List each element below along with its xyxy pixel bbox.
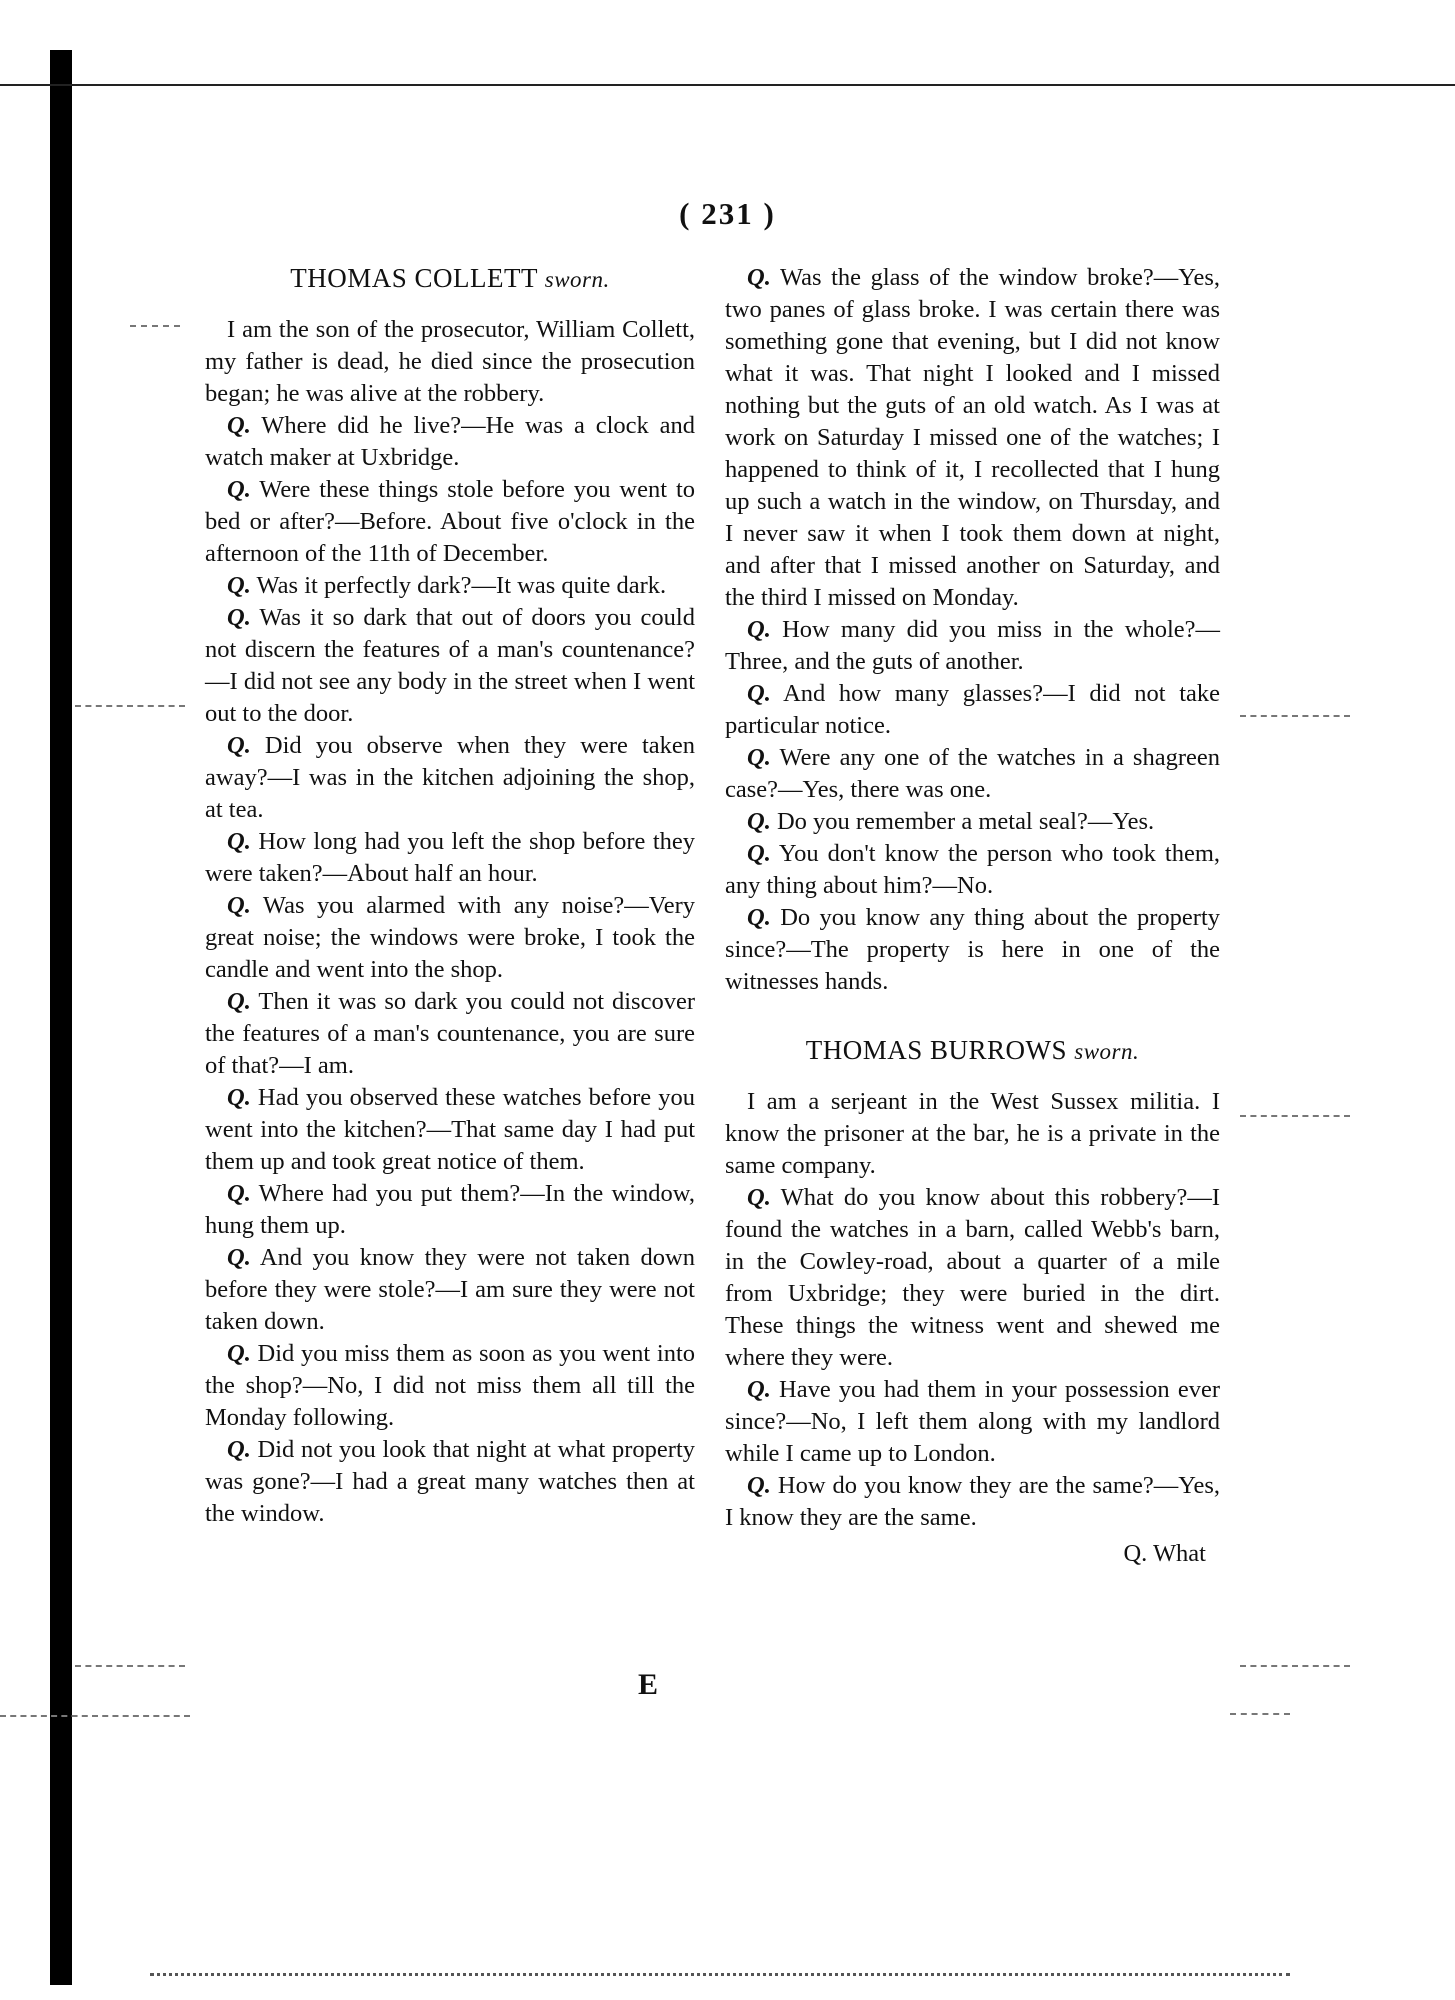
question-mark: Q.: [227, 732, 251, 759]
question-mark: Q.: [227, 1180, 251, 1207]
question-paragraph: Q. Did you observe when they were taken away?—I was in the kitchen adjoining the shop, at tea.: [205, 732, 695, 823]
margin-mark: [75, 705, 185, 707]
question-paragraph: Q. Was it so dark that out of doors you could not discern the features of a man's countenance?—I did not see any body in the street when I went out to the door.: [205, 604, 695, 727]
margin-mark: [1240, 1665, 1350, 1667]
question-paragraph: Q. Have you had them in your possession ever since?—No, I left them along with my landlord while I came up to London.: [725, 1376, 1221, 1467]
witness-heading: [205, 262, 695, 296]
margin-mark: [130, 325, 180, 327]
question-mark: Q.: [747, 808, 771, 835]
question-paragraph: Q. Do you remember a metal seal?—Yes.: [747, 808, 1155, 835]
question-mark: Q.: [227, 604, 251, 631]
witness-heading: [725, 1034, 1220, 1068]
question-mark: Q.: [747, 1472, 771, 1499]
question-paragraph: Q. And you know they were not taken down before they were stole?—I am sure they were not taken down.: [205, 1244, 695, 1335]
question-paragraph: Q. Did not you look that night at what property was gone?—I had a great many watches then at the window.: [205, 1436, 695, 1527]
question-mark: Q.: [227, 988, 251, 1015]
question-mark: Q.: [227, 892, 251, 919]
testimony-paragraph: I am the son of the prosecutor, William Collett, my father is dead, he died since the prosecution began; he was alive at the robbery.: [205, 316, 695, 407]
margin-mark: [1240, 1115, 1350, 1117]
question-paragraph: Q. Do you know any thing about the property since?—The property is here in one of the witnesses hands.: [725, 904, 1220, 995]
question-paragraph: Q. Were any one of the watches in a shagreen case?—Yes, there was one.: [725, 744, 1221, 803]
question-paragraph: Q. Were these things stole before you went to bed or after?—Before. About five o'clock in the afternoon of the 11th of December.: [205, 476, 695, 567]
margin-mark: [0, 1715, 190, 1717]
witness-name: THOMAS BURROWS: [805, 1035, 1068, 1065]
signature-mark: E: [638, 1668, 659, 1701]
question-mark: Q.: [747, 904, 771, 931]
margin-mark: [1240, 715, 1350, 717]
question-mark: Q.: [227, 412, 251, 439]
question-mark: Q.: [747, 744, 771, 771]
question-paragraph: Q. How many did you miss in the whole?—Three, and the guts of another.: [725, 616, 1220, 675]
question-mark: Q.: [227, 572, 251, 599]
question-paragraph: Q. Did you miss them as soon as you went into the shop?—No, I did not miss them all till the Monday following.: [205, 1340, 695, 1431]
question-paragraph: Q. Was the glass of the window broke?—Yes, two panes of glass broke. I was certain there was something gone that evening, but I did not know what it was. That night I looked and I missed nothing but the guts of an old watch. As I was at work on Saturday I missed one of the watches; I happened to think of it, I recollected that I hung up such a watch in the window, on Thursday, and I never saw it when I took them down at night, and after that I missed another on Saturday, and the third I missed on Monday.: [725, 264, 1221, 611]
question-paragraph: Q. Then it was so dark you could not discover the features of a man's countenance, you are sure of that?—I am.: [205, 988, 695, 1079]
binding-edge: [50, 50, 72, 1985]
right-column: [725, 262, 1220, 1570]
margin-mark: [75, 1665, 185, 1667]
left-column: [205, 262, 695, 1530]
question-paragraph: Q. Had you observed these watches before you went into the kitchen?—That same day I had put them up and took great notice of them.: [205, 1084, 696, 1175]
question-mark: Q.: [747, 616, 771, 643]
question-paragraph: Q. You don't know the person who took them, any thing about him?—No.: [725, 840, 1220, 899]
question-paragraph: Q. How long had you left the shop before they were taken?—About half an hour.: [205, 828, 696, 887]
question-mark: Q.: [747, 840, 771, 867]
question-paragraph: Q. What do you know about this robbery?—I found the watches in a barn, called Webb's barn, in the Cowley-road, about a quarter of a mile from Uxbridge; they were buried in the dirt. These things the witness went and shewed me where they were.: [725, 1184, 1220, 1371]
question-mark: Q.: [747, 1184, 771, 1211]
question-mark: Q.: [227, 1340, 251, 1367]
sworn-label: sworn.: [1074, 1039, 1140, 1064]
sworn-label: sworn.: [544, 267, 610, 292]
question-mark: Q.: [227, 1084, 251, 1111]
question-mark: Q.: [747, 264, 771, 291]
question-paragraph: Q. Was you alarmed with any noise?—Very great noise; the windows were broke, I took the candle and went into the shop.: [205, 892, 695, 983]
page-number: ( 231 ): [679, 196, 776, 231]
question-paragraph: Q. Was it perfectly dark?—It was quite dark.: [227, 572, 667, 599]
question-mark: Q.: [227, 1244, 251, 1271]
question-paragraph: Q. Where did he live?—He was a clock and watch maker at Uxbridge.: [205, 412, 695, 471]
scan-speckle: [150, 1973, 1290, 1982]
question-mark: Q.: [747, 680, 771, 707]
question-mark: Q.: [227, 1436, 251, 1463]
question-mark: Q.: [227, 476, 251, 503]
witness-name: THOMAS COLLETT: [290, 263, 538, 293]
question-paragraph: Q. Where had you put them?—In the window, hung them up.: [205, 1180, 695, 1239]
question-paragraph: Q. And how many glasses?—I did not take particular notice.: [725, 680, 1220, 739]
top-rule: [0, 84, 1455, 86]
question-mark: Q.: [227, 828, 251, 855]
question-paragraph: Q. How do you know they are the same?—Yes, I know they are the same.: [725, 1472, 1220, 1531]
catchword: Q. What: [1123, 1540, 1206, 1567]
testimony-paragraph: I am a serjeant in the West Sussex militia. I know the prisoner at the bar, he is a private in the same company.: [725, 1088, 1220, 1179]
margin-mark: [1230, 1713, 1290, 1715]
question-mark: Q.: [747, 1376, 771, 1403]
